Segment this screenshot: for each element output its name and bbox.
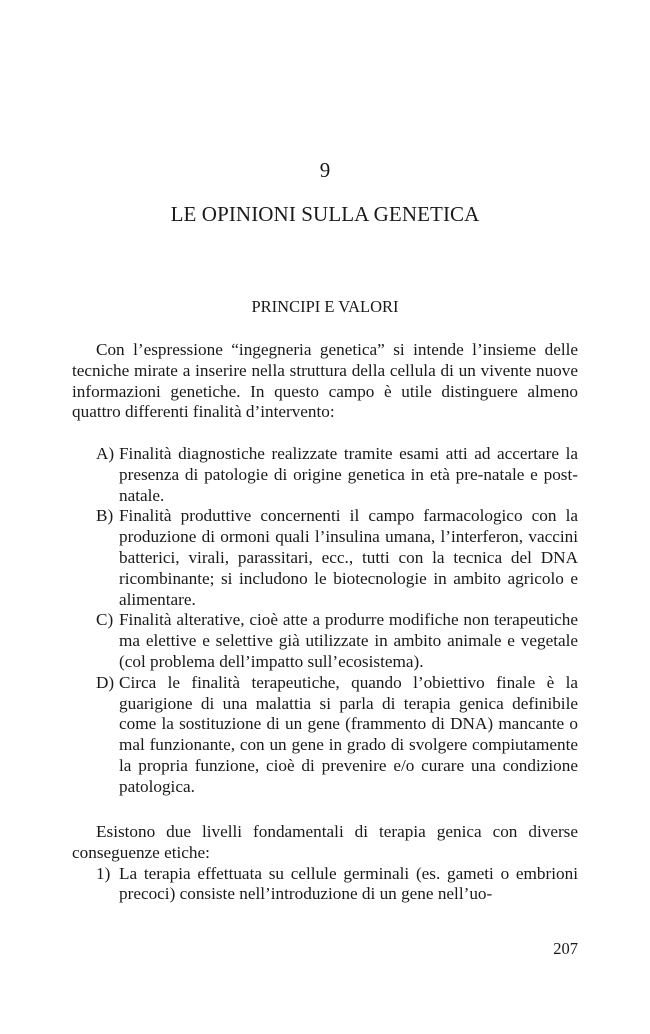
list-item: [72, 610, 578, 672]
list-marker: B): [96, 506, 114, 526]
levels-block: [72, 822, 578, 905]
levels-intro-paragraph: Esistono due livelli fondamentali di terapia genica con diverse conseguenze etiche:: [72, 822, 578, 862]
chapter-number: 9: [319, 158, 331, 182]
list-item: [72, 864, 578, 906]
list-item-text: Finalità diagnostiche realizzate tramite esami atti ad accertare la presenza di patologie di origine genetica in età pre-natale e post-natale.: [119, 444, 578, 505]
list-item: [72, 444, 578, 506]
book-page: [72, 0, 578, 1034]
chapter-title: LE OPINIONI SULLA GENETICA: [170, 202, 480, 226]
section-title: PRINCIPI E VALORI: [251, 297, 399, 316]
list-item-text: La terapia effettuata su cellule germinali (es. gameti o embrioni precoci) consiste nell’introduzione di un gene nell’uo-: [119, 863, 578, 904]
list-item: [72, 673, 578, 798]
list-item-text: Finalità produttive concernenti il campo farmacologico con la produzione di ormoni quali l’insulina umana, l’interferon, vaccini batterici, virali, parassitari, ecc., tutti con la tecnica del DNA ricombinante; si includono le biotecnologie in ambito agricolo e alimentare.: [119, 506, 578, 609]
list-marker: C): [96, 610, 114, 630]
list-item-text: Circa le finalità terapeutiche, quando l’obiettivo finale è la guarigione di una malattia si parla di terapia genica definibile come la sostituzione di un gene (frammento di DNA) mancante o mal funzionante, con un gene in grado di svolgere compiutamente la propria funzione, cioè di prevenire e/o curare una condizione patologica.: [119, 672, 578, 796]
page-number: 207: [553, 939, 578, 958]
intro-block: [72, 340, 578, 423]
list-item-text: Finalità alterative, cioè atte a produrre modifiche non terapeutiche ma elettive e selettive già utilizzate in ambito animale e vegetale (col problema dell’impatto sull’ecosistema).: [119, 610, 578, 671]
intro-paragraph: Con l’espressione “ingegneria genetica” si intende l’insieme delle tecniche mirate a inserire nella struttura della cellula di un vivente nuove informazioni genetiche. In questo campo è utile distinguere almeno quattro differenti finalità d’intervento:: [72, 340, 578, 422]
list-marker: A): [96, 444, 115, 463]
list-marker: 1): [96, 863, 111, 883]
purposes-list: [72, 444, 578, 798]
list-marker: D): [96, 672, 115, 692]
list-item: [72, 506, 578, 610]
